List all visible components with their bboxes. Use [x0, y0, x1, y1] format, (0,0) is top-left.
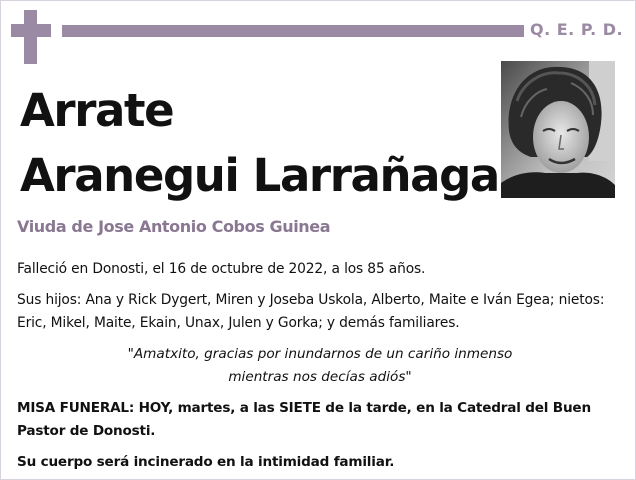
- deceased-first-name: Arrate: [20, 84, 174, 137]
- qepd-label: Q. E. P. D.: [530, 20, 624, 39]
- death-notice: Falleció en Donosti, el 16 de octubre de 2022, a los 85 años.: [17, 261, 426, 277]
- cremation-notice: Su cuerpo será incinerado en la intimidad familiar.: [17, 454, 395, 470]
- farewell-quote: [60, 343, 580, 389]
- widow-of-text: Viuda de Jose Antonio Cobos Guinea: [17, 217, 331, 236]
- funeral-mass-notice: MISA FUNERAL: HOY, martes, a las SIETE de la tarde, en la Catedral del Buen Pastor de Donosti.: [17, 400, 591, 439]
- cross-horizontal-bar: [11, 24, 51, 37]
- header-rule: [62, 25, 524, 37]
- quote-line-1: "Amatxito, gracias por inundarnos de un cariño inmenso: [127, 346, 513, 362]
- deceased-surnames: Aranegui Larrañaga: [20, 149, 499, 202]
- portrait-image: [501, 61, 615, 198]
- family-list: Sus hijos: Ana y Rick Dygert, Miren y Joseba Uskola, Alberto, Maite e Iván Egea; nietos: Eric, Mikel, Maite, Ekain, Unax, Julen y Gorka; y demás familiares.: [17, 292, 605, 331]
- cross-vertical-bar: [24, 10, 37, 64]
- deceased-photo: [501, 61, 615, 198]
- quote-line-2: mientras nos decías adiós": [228, 369, 412, 385]
